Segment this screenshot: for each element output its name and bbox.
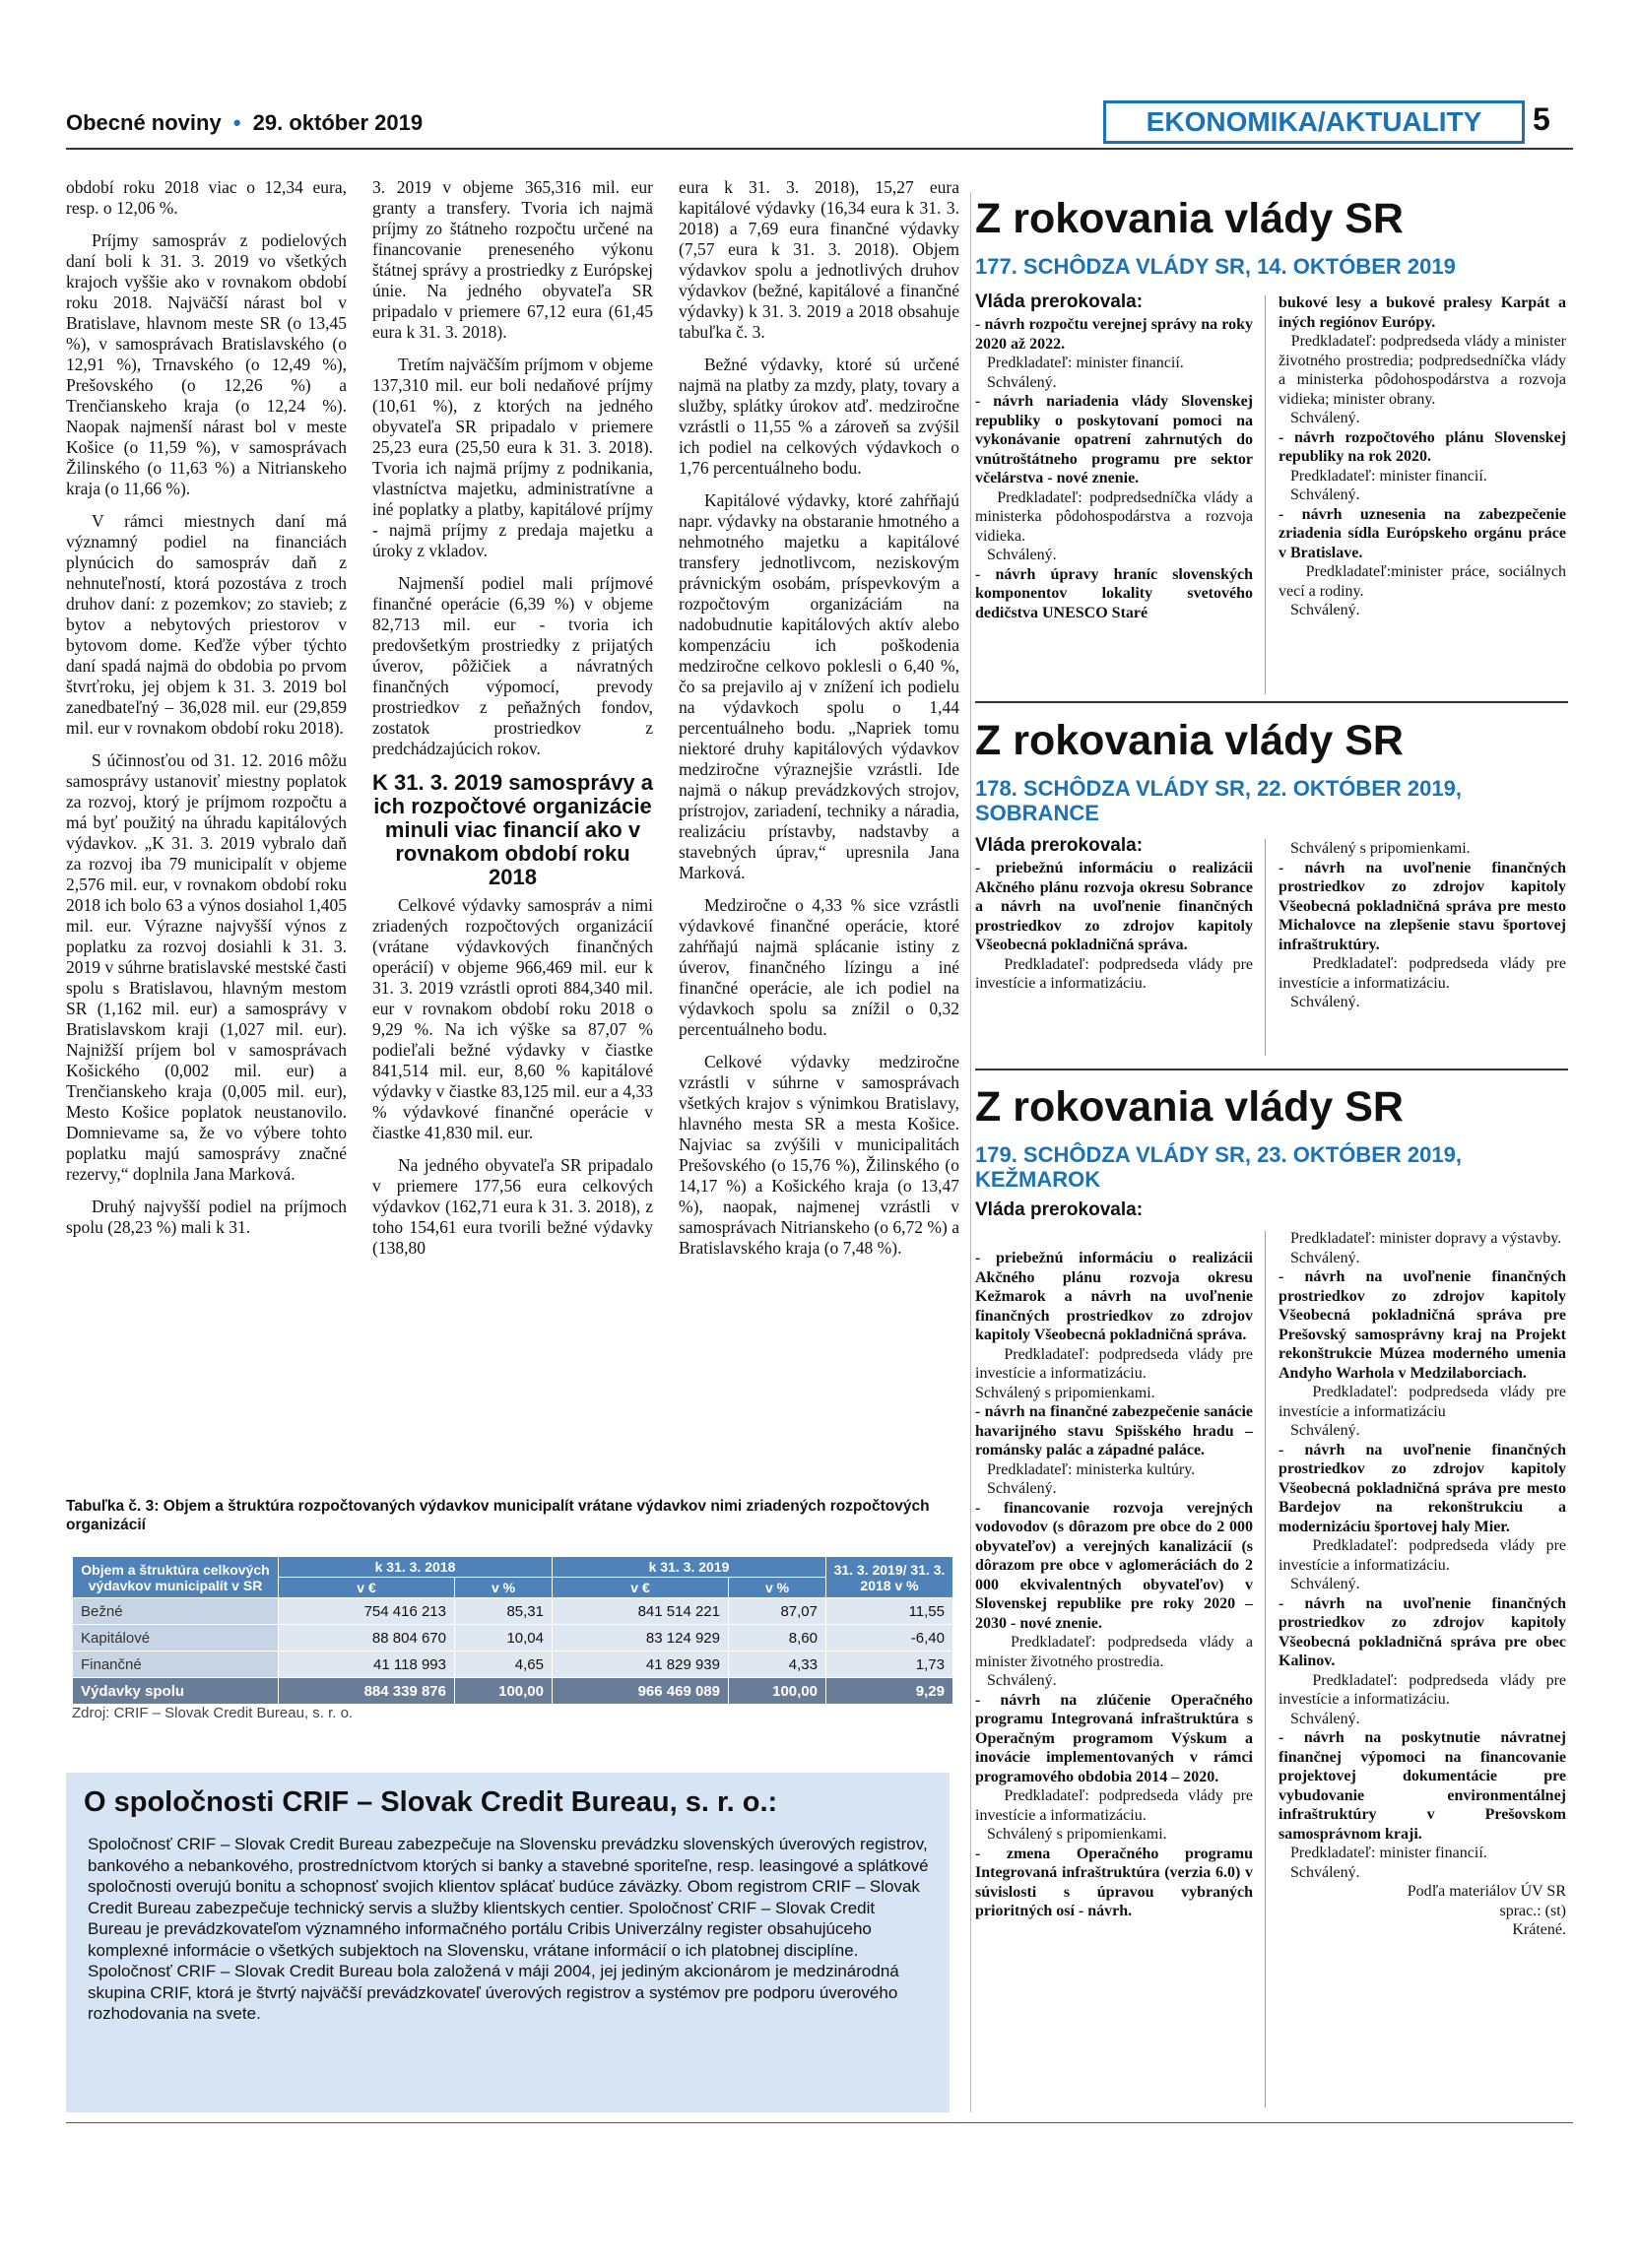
expenditure-table-wrap bbox=[72, 1556, 953, 1721]
table-row bbox=[73, 1598, 953, 1625]
table-cell: 41 118 993 bbox=[279, 1652, 455, 1678]
issue-date: 29. október 2019 bbox=[252, 110, 424, 135]
table-cell: -6,40 bbox=[826, 1625, 953, 1652]
gov-column-left: - návrh rozpočtu verejnej správy na roky 2020 až 2022. Predkladateľ: minister financií. Schválený. - návrh nariadenia vlády Slovenskej republiky o poskytovaní pomoci na vykonávanie opatrení zahrnutých do vnútroštátneho programu pre sektor včelárstva - nové znenie. Predkladateľ: podpredsedníčka vlády a ministerka pôdohospodárstva a rozvoja vidieka. Schválený. - návrh úpravy hraníc slovenských komponentov lokality svetového dedičstva UNESCO Staré bbox=[975, 316, 1253, 621]
table-subhead: v % bbox=[455, 1578, 553, 1598]
table-caption: Tabuľka č. 3: Objem a štruktúra rozpočtovaných výdavkov municipalít vrátane výdavkov nimi zriadených rozpočtových organizácií bbox=[66, 1498, 930, 1533]
gov-column-left: - priebežnú informáciu o realizácii Akčného plánu rozvoja okresu Kežmarok a návrh na uvoľnenie finančných prostriedkov zo zdrojov kapitoly Všeobecná pokladničná správa. Predkladateľ: podpredseda vlády pre investície a informatizáciu. Schválený s pripomienkami. - návrh na finančné zabezpečenie sanácie havarijného stavu Spišského hradu – románsky palác a západné paláce. Predkladateľ: ministerka kultúry. Schválený. - financovanie rozvoja verejných vodovodov (s dôrazom pre obce do 2 000 obyvateľov) a verejných kanalizácií (s dôrazom pre obce v aglomeráciách do 2 000 ekvivalentných obyvateľov) v Slovenskej republike pre roky 2020 – 2030 - nové znenie. Predkladateľ: podpredseda vlády a minister životného prostredia. Schválený. - návrh na zlúčenie Operačného programu Integrovaná infraštruktúra s Operačným programom Výskum a inovácie implementovaných v rámci programového obdobia 2014 – 2020. Predkladateľ: podpredseda vlády pre investície a informatizáciu. Schválený s pripomienkami. - zmena Operačného programu Integrovaná infraštruktúra (verzia 6.0) v súvislosti s úpravou vybraných prioritných osí - návrh. bbox=[975, 1250, 1253, 1919]
paragraph: Najmenší podiel mali príjmové finančné operácie (6,39 %) v objeme 82,713 mil. eur - tvoria ich predovšetkým prostriedky z prijatých úverov, pôžičiek a návratných finančných výpomocí, prevody prostriedkov z peňažných fondov, zostatok prostriedkov z predchádzajúcich rokov. bbox=[372, 573, 653, 758]
paragraph: V rámci miestnych daní má významný podiel na financiách plynúcich do samospráv daň z nehnuteľností, ktorá pozostáva z troch druhov daní: z pozemkov; zo stavieb; z bytov a nebytových priestorov v bytovom dome. Keďže výber týchto daní spadá najmä do obdobia po prvom štvrťroku, jej objem k 31. 3. 2019 bol zanedbateľný – 36,028 mil. eur (29,859 mil. eur v rovnakom období roku 2018). bbox=[66, 511, 347, 738]
page-header bbox=[66, 110, 423, 136]
gov-section-subtitle: 178. SCHÔDZA VLÁDY SR, 22. OKTÓBER 2019, SOBRANCE bbox=[975, 776, 1462, 825]
table-row bbox=[73, 1625, 953, 1652]
section-rule bbox=[975, 701, 1568, 703]
paragraph: eura k 31. 3. 2018), 15,27 eura kapitálové výdavky (16,34 eura k 31. 3. 2018) a 7,69 eura finančné výdavky (7,57 eura k 31. 3. 2018). Objem výdavkov spolu a jednotlivých druhov výdavkov (bežné, kapitálové a finančné výdavky) k 31. 3. 2019 a 2018 obsahuje tabuľka č. 3. bbox=[679, 177, 959, 342]
table-cell: Bežné bbox=[73, 1598, 279, 1625]
table-head-label: Objem a štruktúra celkových výdavkov municipalít v SR bbox=[73, 1557, 279, 1598]
paragraph: Na jedného obyvateľa SR pripadalo v priemere 177,56 eura celkových výdavkov (162,71 eura k 31. 3. 2018), z toho 154,61 eura tvorili bežné výdavky (138,80 bbox=[372, 1155, 653, 1258]
crif-title: O spoločnosti CRIF – Slovak Credit Bureau, s. r. o.: bbox=[84, 1786, 778, 1818]
expenditure-table bbox=[72, 1556, 953, 1705]
page-number: 5 bbox=[1533, 101, 1550, 137]
table-cell: 9,29 bbox=[826, 1678, 953, 1705]
gov-section-title: Z rokovania vlády SR bbox=[975, 717, 1404, 764]
table-cell: 100,00 bbox=[729, 1678, 826, 1705]
footer-rule bbox=[66, 2122, 1573, 2123]
paragraph: Bežné výdavky, ktoré sú určené najmä na platby za mzdy, platy, tovary a služby, splátky úrokov atď. medziročne vzrástli o 11,55 % a zároveň sa zvýšil ich podiel na celkových výdavkoch o 1,76 percentuálneho bodu. bbox=[679, 355, 959, 478]
gov-section-title: Z rokovania vlády SR bbox=[975, 195, 1404, 242]
table-row-total bbox=[73, 1678, 953, 1705]
table-subhead: v € bbox=[553, 1578, 729, 1598]
table-cell: Kapitálové bbox=[73, 1625, 279, 1652]
gov-label: Vláda prerokovala: bbox=[975, 292, 1144, 312]
gov-section-subtitle: 179. SCHÔDZA VLÁDY SR, 23. OKTÓBER 2019, KEŽMAROK bbox=[975, 1142, 1462, 1192]
paper-name: Obecné noviny bbox=[66, 110, 222, 135]
gov-section-title: Z rokovania vlády SR bbox=[975, 1083, 1404, 1131]
table-cell: 4,33 bbox=[729, 1652, 826, 1678]
table-cell: 8,60 bbox=[729, 1625, 826, 1652]
article-column-1 bbox=[66, 177, 347, 1250]
paragraph: Celkové výdavky medziročne vzrástli v súhrne v samosprávach všetkých krajov s výnimkou Bratislavy, hlavného mesta SR a mesta Košice. Najviac sa zvýšili v municipalitách Prešovského (o 15,76 %), Žilinského (o 14,17 %) a Košického kraja (o 13,47 %), naopak, najmenej vzrástli v samosprávach Nitrianskeho (o 6,72 %) a Bratislavského kraja (o 7,48 %). bbox=[679, 1052, 959, 1258]
paragraph: Medziročne o 4,33 % sice vzrástli výdavkové finančné operácie, ktoré zahŕňajú najmä splácanie istiny z úverov, finančného lízingu a iné finančné operácie, ale ich podiel na výdavkoch spolu sa znížil o 0,32 percentuálneho bodu. bbox=[679, 895, 959, 1039]
table-cell: 85,31 bbox=[455, 1598, 553, 1625]
header-rule bbox=[66, 148, 1573, 150]
column-divider bbox=[1265, 839, 1266, 1056]
header-separator: • bbox=[232, 110, 241, 135]
article-column-2 bbox=[372, 177, 653, 1270]
table-cell: 100,00 bbox=[455, 1678, 553, 1705]
column-divider bbox=[1265, 295, 1266, 694]
table-cell: 41 829 939 bbox=[553, 1652, 729, 1678]
paragraph: S účinnosťou od 31. 12. 2016 môžu samosprávy ustanoviť miestny poplatok za rozvoj, ktorý je príjmom rozpočtu a má byť použitý na úhradu kapitálových výdavkov. „K 31. 3. 2019 vybralo daň za rozvoj iba 79 municipalít v objeme 2,576 mil. eur, v rovnakom období roku 2018 ich bolo 63 a výnos dosiahol 1,405 mil. eur. Výrazne najvyšší výnos z poplatku za rozvoj dosiahli k 31. 3. 2019 v súhrne bratislavské mestské časti spolu s Bratislavou, hlavným mestom SR (1,162 mil. eur) a samosprávy v Bratislavskom kraji (1,027 mil. eur). Najnižší príjem bol v samosprávach Košického (0,002 mil. eur) a Trenčianskeho kraja (0,005 mil. eur), Mesto Košice poplatok neustanovilo. Domnievame sa, že vo výbere tohto poplatku majú samosprávy značné rezervy,“ doplnila Jana Marková. bbox=[66, 750, 347, 1184]
column-divider bbox=[1265, 1231, 1266, 2107]
section-label: EKONOMIKA/AKTUALITY bbox=[1103, 100, 1525, 144]
table-cell: 754 416 213 bbox=[279, 1598, 455, 1625]
table-cell: 83 124 929 bbox=[553, 1625, 729, 1652]
gov-column-right: Schválený s pripomienkami. - návrh na uvoľnenie finančných prostriedkov zo zdrojov kapitoly Všeobecná pokladničná správa pre mesto Michalovce na zlepšenie stavu športovej infraštruktúry. Predkladateľ: podpredseda vlády pre investície a informatizáciu. Schválený. bbox=[1279, 840, 1566, 1010]
table-source: Zdroj: CRIF – Slovak Credit Bureau, s. r. o. bbox=[72, 1705, 354, 1721]
gov-label: Vláda prerokovala: bbox=[975, 835, 1144, 856]
gov-column-right bbox=[1279, 1229, 1566, 1940]
table-cell: 87,07 bbox=[729, 1598, 826, 1625]
gov-items: Predkladateľ: minister dopravy a výstavby. Schválený. - návrh na uvoľnenie finančných prostriedkov zo zdrojov kapitoly Všeobecná pokladničná správa pre Prešovský samosprávny kraj na Projekt rekonštrukcie Múzea moderného umenia Andyho Warhola v Medzilaborciach. Predkladateľ: podpredseda vlády pre investície a informatizáciu Schválený. - návrh na uvoľnenie finančných prostriedkov zo zdrojov kapitoly Všeobecná pokladničná správa pre mesto Bardejov na rekonštrukciu a modernizáciu športovej haly Mier. Predkladateľ: podpredseda vlády pre investície a informatizáciu. Schválený. - návrh na uvoľnenie finančných prostriedkov zo zdrojov kapitoly Všeobecná pokladničná správa pre obec Kalinov. Predkladateľ: podpredseda vlády pre investície a informatizáciu. Schválený. - návrh na poskytnutie návratnej finančnej výpomoci na financovanie projektovej dokumentácie pre vybudovanie environmentálnej infraštruktúry v Prešovskom samosprávnom kraji. Predkladateľ: minister financií. Schválený. bbox=[1279, 1230, 1566, 1881]
column-divider bbox=[970, 192, 971, 2112]
paragraph: Druhý najvyšší podiel na príjmoch spolu (28,23 %) mali k 31. bbox=[66, 1197, 347, 1237]
article-column-3 bbox=[679, 177, 959, 1270]
table-cell: Finančné bbox=[73, 1652, 279, 1678]
table-cell: 884 339 876 bbox=[279, 1678, 455, 1705]
table-head-change: 31. 3. 2019/ 31. 3. 2018 v % bbox=[826, 1557, 953, 1598]
table-cell: 10,04 bbox=[455, 1625, 553, 1652]
paragraph: Tretím najväčším príjmom v objeme 137,310 mil. eur boli nedaňové príjmy (10,61 %), z ktorých na jedného obyvateľa SR pripadalo v priemere 25,23 eura (25,50 eura k 31. 3. 2018). Tvoria ich najmä príjmy z podnikania, vlastníctva majetku, administratívne a iné poplatky a platby, kapitálové príjmy - najmä príjmy z predaja majetku a úroky z vkladov. bbox=[372, 355, 653, 560]
crif-info-box bbox=[66, 1773, 950, 2112]
gov-section-subtitle: 177. SCHÔDZA VLÁDY SR, 14. OKTÓBER 2019 bbox=[975, 254, 1456, 279]
signature-source: Podľa materiálov ÚV SR bbox=[1407, 1883, 1566, 1900]
paragraph: Kapitálové výdavky, ktoré zahŕňajú napr. výdavky na obstaranie hmotného a nehmotného majetku a kapitálové transfery jednotlivcom, neziskovým právnickým osobám, príspevkovým a rozpočtovým organizáciám na nadobudnutie kapitálových aktív alebo kompenzáciu ich poškodenia medziročne celkovo poklesli o 6,40 %, čo sa prejavilo aj v znížení ich podielu na výdavkoch spolu o 1,44 percentuálneho bodu. „Napriek tomu niektoré druhy kapitálových výdavkov medziročne výraznejšie vzrástli. Ide najmä o nákup prevádzkových strojov, prístrojov, zariadení, techniky a náradia, realizáciu prístavby, nadstavby a stavebných úprav,“ upresnila Jana Marková. bbox=[679, 490, 959, 882]
gov-label: Vláda prerokovala: bbox=[975, 1199, 1144, 1220]
gov-column-left: - priebežnú informáciu o realizácii Akčného plánu rozvoja okresu Sobrance a návrh na uvoľnenie finančných prostriedkov zo zdrojov kapitoly Všeobecná pokladničná správa. Predkladateľ: podpredseda vlády pre investície a informatizáciu. bbox=[975, 860, 1253, 992]
paragraph: období roku 2018 viac o 12,34 eura, resp. o 12,06 %. bbox=[66, 177, 347, 218]
table-row bbox=[73, 1652, 953, 1678]
table-cell: 841 514 221 bbox=[553, 1598, 729, 1625]
table-subhead: v € bbox=[279, 1578, 455, 1598]
table-cell: 11,55 bbox=[826, 1598, 953, 1625]
crif-text: Spoločnosť CRIF – Slovak Credit Bureau zabezpečuje na Slovensku prevádzku slovenských úverových registrov, bankového a nebankového, prostredníctvom ktorých si banky a stavebné sporiteľne, resp. leasingové a splátkové spoločnosti overujú bonitu a schopnosť svojich klientov splácať budúce záväzky. Obom registrom CRIF – Slovak Credit Bureau zabezpečuje technický servis a služby klientskych centier. Spoločnosť CRIF – Slovak Credit Bureau je prevádzkovateľom významného informačného portálu Cribis Univerzálny register obsahujúceho komplexné informácie o všetkých subjektoch na Slovensku, vrátane informácií o ich platobnej disciplíne. Spoločnosť CRIF – Slovak Credit Bureau bola založená v máji 2004, jej jediným akcionárom je medzinárodná skupina CRIF, ktorá je štvrtý najväčší prevádzkovateľ úverových registrov a systémov pre podporu úverového rozhodovania na svete. bbox=[88, 1835, 929, 2023]
table-cell: Výdavky spolu bbox=[73, 1678, 279, 1705]
paragraph: Celkové výdavky samospráv a nimi zriadených rozpočtových organizácií (vrátane výdavkových finančných operácií) v objeme 966,469 mil. eur k 31. 3. 2019 vzrástli oproti 884,340 mil. eur v rovnakom období roku 2018 o 9,29 %. Na ich výške sa 87,07 % podieľali bežné výdavky v čiastke 841,514 mil. eur, 8,60 % kapitálové výdavky v čiastke 83,125 mil. eur a 4,33 % výdavkové finančné operácie v čiastke 41,830 mil. eur. bbox=[372, 895, 653, 1142]
signature-note: Krátené. bbox=[1512, 1921, 1566, 1938]
section-rule bbox=[975, 1069, 1568, 1070]
paragraph: 3. 2019 v objeme 365,316 mil. eur granty a transfery. Tvoria ich najmä príjmy zo štátneho rozpočtu určené na financovanie preneseného výkonu štátnej správy a prostriedky z Európskej únie. Na jedného obyvateľa SR pripadalo v priemere 67,12 eura (61,45 eura k 31. 3. 2018). bbox=[372, 177, 653, 342]
article-subheading: K 31. 3. 2019 samosprávy a ich rozpočtové organizácie minuli viac financií ako v rovnakom období roku 2018 bbox=[372, 770, 653, 889]
table-head-2018: k 31. 3. 2018 bbox=[279, 1557, 553, 1578]
signature-author: sprac.: (st) bbox=[1499, 1902, 1566, 1919]
table-cell: 1,73 bbox=[826, 1652, 953, 1678]
table-subhead: v % bbox=[729, 1578, 826, 1598]
gov-column-right: bukové lesy a bukové pralesy Karpát a iných regiónov Európy. Predkladateľ: podpredseda vlády a minister životného prostredia; podpredsedníčka vlády a ministerka pôdohospodárstva a rozvoja vidieka; minister obrany. Schválený. - návrh rozpočtového plánu Slovenskej republiky na rok 2020. Predkladateľ: minister financií. Schválený. - návrh uznesenia na zabezpečenie zriadenia sídla Európskeho orgánu práce v Bratislave. Predkladateľ:minister práce, sociálnych vecí a rodiny. Schválený. bbox=[1279, 294, 1566, 618]
table-cell: 88 804 670 bbox=[279, 1625, 455, 1652]
table-cell: 4,65 bbox=[455, 1652, 553, 1678]
table-head-2019: k 31. 3. 2019 bbox=[553, 1557, 826, 1578]
table-cell: 966 469 089 bbox=[553, 1678, 729, 1705]
paragraph: Príjmy samospráv z podielových daní boli k 31. 3. 2019 vo všetkých krajoch vyššie ako v rovnakom období roku 2018. Najväčší nárast bol v Bratislave, hlavnom meste SR (o 13,45 %), v samosprávach Bratislavského (o 12,91 %), Trnavského (o 12,49 %), Prešovského (o 12,26 %) a Trenčianskeho kraja (o 12,24 %). Naopak najmenší nárast bol v meste Košice (o 11,59 %), v samosprávach Žilinského (o 11,63 %) a Nitrianskeho kraja (o 11,66 %). bbox=[66, 230, 347, 498]
